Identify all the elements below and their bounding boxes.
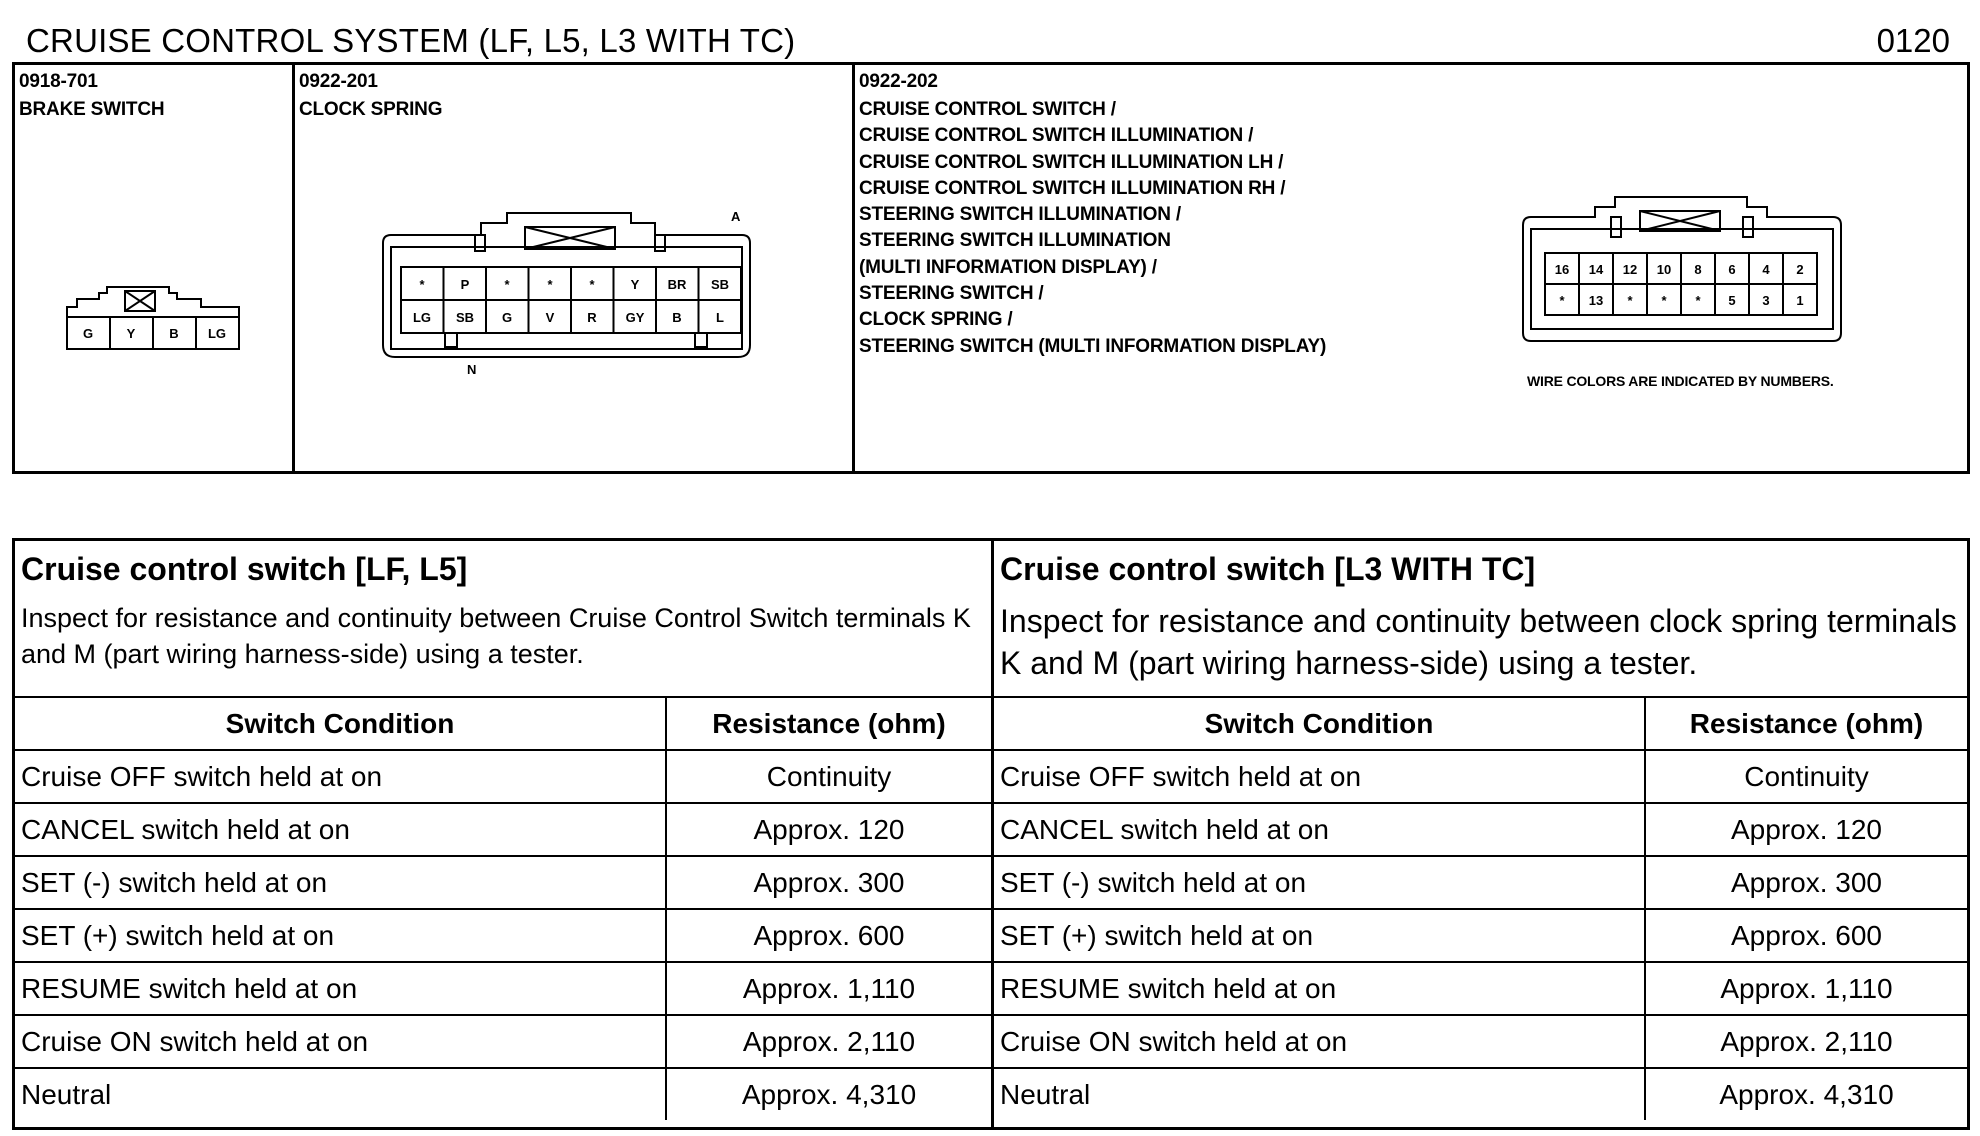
- cruise-switch-pin: 2: [1796, 262, 1804, 277]
- table-row: [994, 1015, 1967, 1068]
- resistance-cell: Continuity: [666, 750, 991, 803]
- table-header-row: [15, 698, 991, 750]
- table-row: [994, 909, 1967, 962]
- brake-pin: LG: [207, 326, 227, 341]
- clock-spring-pin: L: [716, 310, 724, 325]
- table-row: [15, 750, 991, 803]
- pin-mark-n: N: [467, 362, 477, 377]
- cruise-switch-pin: 10: [1656, 262, 1672, 277]
- connector-name-line: CRUISE CONTROL SWITCH ILLUMINATION RH /: [859, 177, 1286, 199]
- connector-name-line: STEERING SWITCH (MULTI INFORMATION DISPLAY): [859, 335, 1327, 357]
- connector-cell-clock-spring: [295, 65, 855, 471]
- table-row: [994, 750, 1967, 803]
- condition-cell: RESUME switch held at on: [994, 962, 1645, 1015]
- connector-name-line: STEERING SWITCH ILLUMINATION: [859, 230, 1171, 252]
- brake-pin: B: [169, 326, 179, 341]
- connector-name-line: STEERING SWITCH /: [859, 283, 1044, 305]
- spec-description: Inspect for resistance and continuity between Cruise Control Switch terminals K and M (part wiring harness-side) using a tester.: [21, 603, 971, 669]
- cruise-switch-pin: *: [1695, 293, 1701, 308]
- clock-spring-pin: *: [589, 277, 595, 292]
- connector-code: 0918-701: [19, 71, 98, 92]
- cruise-switch-connector-diagram: [855, 65, 1970, 470]
- condition-cell: CANCEL switch held at on: [15, 803, 666, 856]
- cruise-switch-pin: *: [1559, 293, 1565, 308]
- condition-cell: Cruise ON switch held at on: [994, 1015, 1645, 1068]
- connector-name-line: CLOCK SPRING /: [859, 309, 1013, 331]
- table-row: [994, 962, 1967, 1015]
- spec-panel-l3-with-tc: [991, 538, 1970, 1130]
- condition-cell: SET (-) switch held at on: [994, 856, 1645, 909]
- cruise-switch-pin: 13: [1588, 293, 1604, 308]
- spec-header: [994, 541, 1967, 698]
- resistance-cell: Approx. 2,110: [666, 1015, 991, 1068]
- resistance-cell: Approx. 300: [666, 856, 991, 909]
- spec-panel-lf-l5: [12, 538, 994, 1130]
- column-header-resistance: Resistance (ohm): [666, 698, 991, 750]
- cruise-switch-pin: 12: [1622, 262, 1638, 277]
- spec-title: Cruise control switch [L3 WITH TC]: [1000, 551, 1536, 587]
- table-row: [994, 856, 1967, 909]
- wire-color-note: WIRE COLORS ARE INDICATED BY NUMBERS.: [1527, 373, 1834, 389]
- cruise-switch-pin: 16: [1554, 262, 1570, 277]
- spec-header: [15, 541, 991, 698]
- resistance-cell: Approx. 300: [1645, 856, 1967, 909]
- condition-cell: Neutral: [994, 1068, 1645, 1120]
- table-row: [15, 909, 991, 962]
- resistance-cell: Approx. 1,110: [666, 962, 991, 1015]
- connector-cell-cruise-switch: [855, 65, 1967, 471]
- pin-mark-a: A: [731, 209, 741, 224]
- clock-spring-pin: Y: [630, 277, 640, 292]
- brake-pin: G: [82, 326, 94, 341]
- connector-name-line: CRUISE CONTROL SWITCH /: [859, 99, 1116, 120]
- condition-cell: SET (+) switch held at on: [15, 909, 666, 962]
- table-row: [994, 803, 1967, 856]
- cruise-switch-pin: 6: [1728, 262, 1736, 277]
- clock-spring-pin: LG: [412, 310, 432, 325]
- resistance-cell: Approx. 600: [666, 909, 991, 962]
- spec-description: Inspect for resistance and continuity between clock spring terminals K and M (part wiring harness-side) using a tester.: [1000, 603, 1957, 681]
- connector-code: 0922-202: [859, 71, 938, 92]
- clock-spring-pin: *: [419, 277, 425, 292]
- table-row: [15, 803, 991, 856]
- cruise-switch-pin: 14: [1588, 262, 1604, 277]
- page-number: 0120: [1876, 22, 1950, 59]
- table-row: [994, 1068, 1967, 1120]
- clock-spring-pin: R: [587, 310, 597, 325]
- clock-spring-pin: BR: [667, 277, 687, 292]
- resistance-table: [994, 698, 1967, 1120]
- clock-spring-pin: GY: [625, 310, 645, 325]
- column-header-resistance: Resistance (ohm): [1645, 698, 1967, 750]
- clock-spring-pin: SB: [455, 310, 475, 325]
- clock-spring-pin: *: [504, 277, 510, 292]
- resistance-cell: Approx. 1,110: [1645, 962, 1967, 1015]
- cruise-switch-pin: *: [1661, 293, 1667, 308]
- cruise-switch-pin: 1: [1796, 293, 1804, 308]
- column-header-condition: Switch Condition: [994, 698, 1645, 750]
- cruise-switch-pin: 8: [1694, 262, 1702, 277]
- condition-cell: SET (-) switch held at on: [15, 856, 666, 909]
- clock-spring-pin: G: [501, 310, 513, 325]
- connector-code: 0922-201: [299, 71, 378, 92]
- brake-switch-connector-diagram: [15, 65, 295, 465]
- resistance-table: [15, 698, 991, 1120]
- condition-cell: Neutral: [15, 1068, 666, 1120]
- connector-name: CLOCK SPRING: [299, 99, 443, 120]
- resistance-cell: Approx. 120: [1645, 803, 1967, 856]
- resistance-cell: Approx. 4,310: [741, 1078, 917, 1110]
- column-header-condition: Switch Condition: [15, 698, 666, 750]
- condition-cell: Cruise OFF switch held at on: [15, 750, 666, 803]
- cruise-switch-pin: *: [1627, 293, 1633, 308]
- connector-name-line: CRUISE CONTROL SWITCH ILLUMINATION /: [859, 125, 1254, 147]
- table-row: [15, 1015, 991, 1068]
- spec-title: Cruise control switch [LF, L5]: [21, 551, 468, 587]
- clock-spring-pin: *: [547, 277, 553, 292]
- connector-name-line: (MULTI INFORMATION DISPLAY) /: [859, 256, 1157, 278]
- resistance-cell: Approx. 4,310: [1719, 1078, 1894, 1110]
- connector-name-line: CRUISE CONTROL SWITCH ILLUMINATION LH /: [859, 151, 1284, 173]
- clock-spring-pin: P: [460, 277, 470, 292]
- page-title: CRUISE CONTROL SYSTEM (LF, L5, L3 WITH TC): [26, 22, 796, 59]
- condition-cell: RESUME switch held at on: [15, 962, 666, 1015]
- table-row: [15, 856, 991, 909]
- condition-cell: Cruise OFF switch held at on: [994, 750, 1645, 803]
- connector-name-line: STEERING SWITCH ILLUMINATION /: [859, 204, 1181, 226]
- cruise-switch-pin: 5: [1728, 293, 1736, 308]
- resistance-cell: Approx. 600: [1645, 909, 1967, 962]
- connector-panel: [12, 62, 1970, 474]
- condition-cell: CANCEL switch held at on: [994, 803, 1645, 856]
- resistance-cell: Approx. 2,110: [1645, 1015, 1967, 1068]
- resistance-cell: Continuity: [1645, 750, 1967, 803]
- connector-name: BRAKE SWITCH: [19, 99, 165, 120]
- clock-spring-connector-diagram: [295, 65, 850, 470]
- brake-pin: Y: [126, 326, 136, 341]
- clock-spring-pin: V: [545, 310, 555, 325]
- condition-cell: SET (+) switch held at on: [994, 909, 1645, 962]
- clock-spring-pin: SB: [710, 277, 730, 292]
- resistance-cell: Approx. 120: [666, 803, 991, 856]
- table-header-row: [994, 698, 1967, 750]
- table-row: [15, 962, 991, 1015]
- connector-cell-brake-switch: [15, 65, 295, 471]
- condition-cell: Cruise ON switch held at on: [15, 1015, 666, 1068]
- table-row: [15, 1068, 991, 1120]
- clock-spring-pin: B: [672, 310, 682, 325]
- cruise-switch-pin: 4: [1762, 262, 1770, 277]
- cruise-switch-pin: 3: [1762, 293, 1770, 308]
